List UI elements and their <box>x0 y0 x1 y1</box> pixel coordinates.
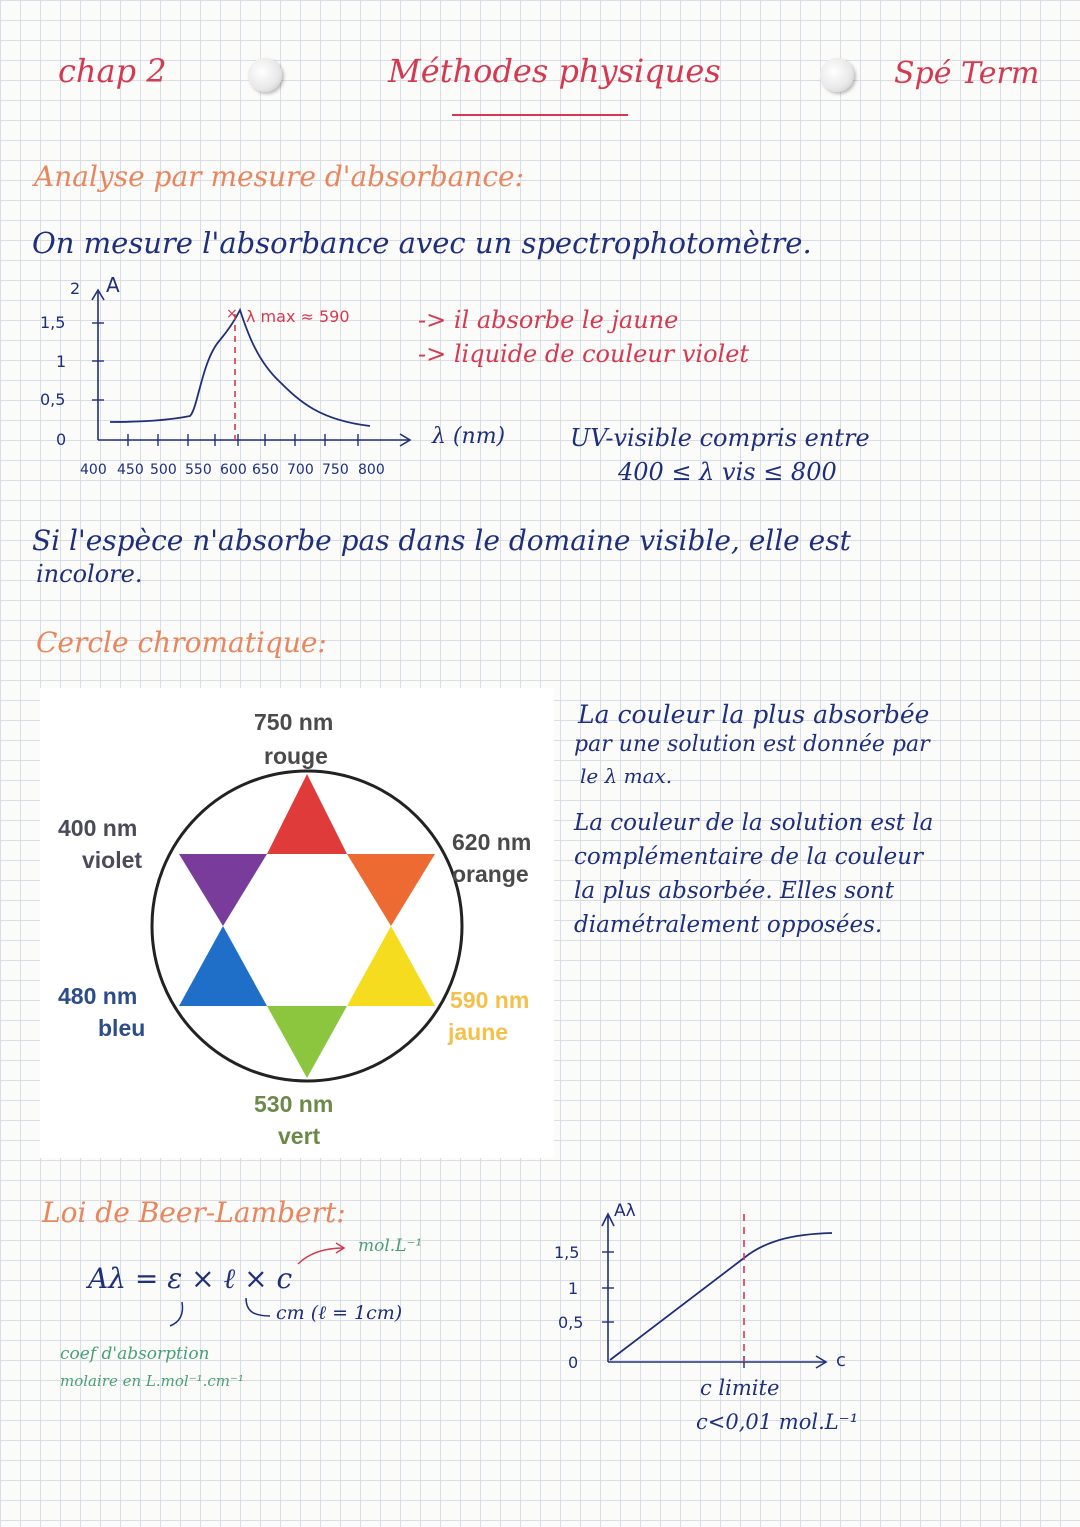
y-tick-0: 0 <box>56 430 67 449</box>
label-rouge-nm: 750 nm <box>254 709 334 735</box>
x-tick-750: 750 <box>322 462 349 478</box>
bl-y-tick-1-5: 1,5 <box>554 1243 580 1262</box>
y-tick-1-5: 1,5 <box>40 313 66 332</box>
explanation-line-3: le λ max. <box>580 764 673 788</box>
explanation-line-7: diamétralement opposées. <box>574 912 883 938</box>
label-violet: violet <box>82 847 143 873</box>
x-tick-650: 650 <box>252 462 279 478</box>
incolore-line1: Si l'espèce n'absorbe pas dans le domaine visible, elle est <box>32 524 851 557</box>
level-label: Spé Term <box>894 56 1040 91</box>
explanation-line-2: par une solution est donnée par <box>574 732 930 757</box>
triangle-yellow <box>347 926 435 1006</box>
label-orange: orange <box>452 861 529 887</box>
triangle-red <box>267 774 347 854</box>
arrow-to-epsilon <box>166 1300 196 1330</box>
explanation-line-1: La couleur la plus absorbée <box>578 700 930 729</box>
bl-x-axis-label: c <box>836 1350 846 1371</box>
intro-sentence: On mesure l'absorbance avec un spectrophotomètre. <box>32 226 812 260</box>
absorbance-spectrum-graph <box>40 270 480 478</box>
section-heading-chromatic: Cercle chromatique: <box>36 626 327 659</box>
y-tick-1: 1 <box>56 352 67 371</box>
bl-y-tick-0: 0 <box>568 1353 579 1372</box>
coef-line-2: molaire en L.mol⁻¹.cm⁻¹ <box>60 1372 244 1390</box>
header-ring-right <box>820 58 854 92</box>
label-jaune-nm: 590 nm <box>450 987 530 1013</box>
note-violet-liquid: -> liquide de couleur violet <box>418 340 750 368</box>
y-tick-2: 2 <box>70 279 81 298</box>
page-title: Méthodes physiques <box>388 52 721 90</box>
section-heading-beer-lambert: Loi de Beer-Lambert: <box>42 1196 346 1229</box>
triangle-violet <box>179 854 267 926</box>
peak-cross: × <box>226 306 238 322</box>
coef-line-1: coef d'absorption <box>60 1344 210 1364</box>
label-orange-nm: 620 nm <box>452 829 532 855</box>
c-limite-condition: c<0,01 mol.L⁻¹ <box>696 1410 859 1434</box>
explanation-line-5: complémentaire de la couleur <box>574 844 924 870</box>
label-bleu-nm: 480 nm <box>58 983 138 1009</box>
uv-visible-line1: UV-visible compris entre <box>570 424 870 452</box>
x-tick-500: 500 <box>150 462 177 478</box>
chapter-label: chap 2 <box>58 52 167 90</box>
header-ring-left <box>248 58 282 92</box>
label-vert-nm: 530 nm <box>254 1091 334 1117</box>
explanation-line-4: La couleur de la solution est la <box>574 810 934 836</box>
label-bleu: bleu <box>98 1015 146 1041</box>
title-underline <box>452 114 628 116</box>
triangle-green <box>267 1006 347 1078</box>
uv-visible-line2: 400 ≤ λ vis ≤ 800 <box>618 458 837 486</box>
x-tick-600: 600 <box>220 462 247 478</box>
x-tick-550: 550 <box>185 462 212 478</box>
triangle-blue <box>179 926 267 1006</box>
absorbance-curve <box>110 310 370 426</box>
c-limite-label: c limite <box>700 1376 780 1400</box>
y-tick-0-5: 0,5 <box>40 390 66 409</box>
note-absorbs-yellow: -> il absorbe le jaune <box>418 306 679 334</box>
bl-y-tick-0-5: 0,5 <box>558 1313 584 1332</box>
beer-lambert-formula: Aλ = ε × ℓ × c <box>88 1262 293 1295</box>
peak-label: λ max ≈ 590 <box>246 307 350 326</box>
x-tick-400: 400 <box>80 462 107 478</box>
y-axis-label: A <box>106 273 120 297</box>
triangle-orange <box>347 854 435 926</box>
beer-lambert-graph <box>550 1196 850 1396</box>
x-tick-700: 700 <box>287 462 314 478</box>
unit-concentration: mol.L⁻¹ <box>358 1236 423 1256</box>
chromatic-wheel-panel <box>40 688 554 1158</box>
label-rouge: rouge <box>264 743 328 769</box>
label-jaune: jaune <box>448 1019 509 1045</box>
explanation-line-6: la plus absorbée. Elles sont <box>574 878 894 904</box>
arrow-to-l-unit <box>240 1296 280 1326</box>
label-vert: vert <box>278 1123 321 1149</box>
unit-length: cm (ℓ = 1cm) <box>276 1302 403 1324</box>
x-axis-label: λ (nm) <box>432 424 506 449</box>
bl-curve <box>610 1233 832 1360</box>
x-tick-450: 450 <box>117 462 144 478</box>
bl-y-axis-label: Aλ <box>614 1201 636 1221</box>
bl-y-tick-1: 1 <box>568 1279 579 1298</box>
incolore-line2: incolore. <box>36 560 143 588</box>
label-violet-nm: 400 nm <box>58 815 138 841</box>
section-heading-absorbance: Analyse par mesure d'absorbance: <box>34 160 525 193</box>
x-tick-800: 800 <box>358 462 385 478</box>
